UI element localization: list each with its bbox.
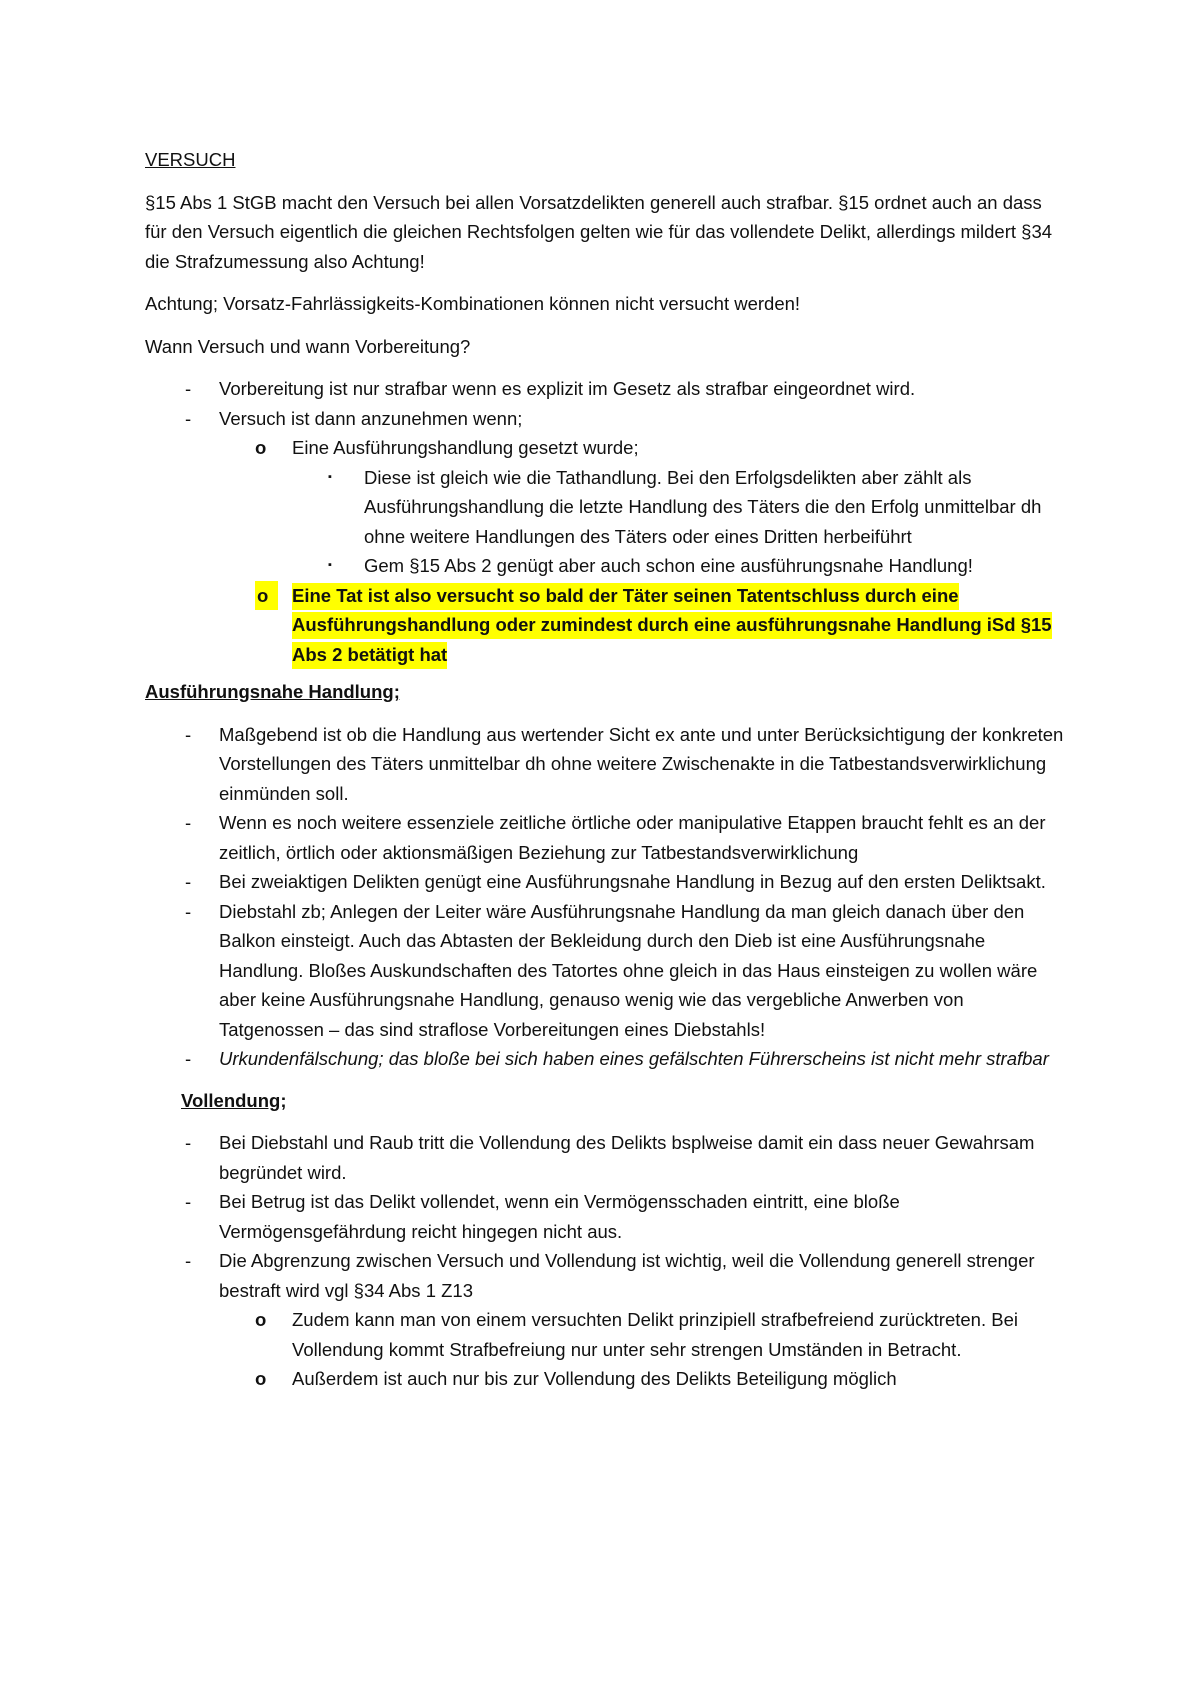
list-item-text: Bei Betrug ist das Delikt vollendet, wenn ein Vermögensschaden eintritt, eine bloße Vermögensgefährdung reicht hingegen nicht aus. xyxy=(219,1191,900,1242)
list-item-text: Maßgebend ist ob die Handlung aus wertender Sicht ex ante und unter Berücksichtigung der konkreten Vorstellungen des Täters unmittelbar dh ohne weitere Zwischenakte in die Tatbestandsverwirklichung einmünden soll. xyxy=(219,723,1064,804)
dash-bullet: - xyxy=(185,812,192,833)
list-item xyxy=(145,1187,1065,1246)
dash-bullet: - xyxy=(185,1250,192,1271)
list-item xyxy=(145,720,1065,809)
document-body xyxy=(145,145,1065,1398)
section-heading-ausfuehrungsnahe: Ausführungsnahe Handlung; xyxy=(145,681,400,702)
list-item xyxy=(145,1246,1065,1305)
list-item xyxy=(145,374,1065,404)
list-item-text: Wenn es noch weitere essenziele zeitliche örtliche oder manipulative Etappen braucht fehlt es an der zeitlich, örtlich oder aktionsmäßigen Beziehung zur Tatbestandsverwirklichung xyxy=(219,812,1046,863)
question-paragraph: Wann Versuch und wann Vorbereitung? xyxy=(145,335,471,357)
list-item-text: Gem §15 Abs 2 genügt aber auch schon eine ausführungsnahe Handlung! xyxy=(364,555,973,576)
list-item-text: Zudem kann man von einem versuchten Delikt prinzipiell strafbefreiend zurücktreten. Bei Vollendung kommt Strafbefreiung nur unter sehr strengen Umständen in Betracht. xyxy=(292,1309,1018,1360)
list-item xyxy=(145,1128,1065,1187)
list-item xyxy=(145,1044,1065,1074)
preparation-attempt-list xyxy=(145,374,1065,669)
list-subitem xyxy=(145,1305,1065,1364)
square-bullet-icon: ▪ xyxy=(328,470,332,483)
list-item xyxy=(145,897,1065,1045)
highlighted-text: Eine Tat ist also versucht so bald der Täter seinen Tatentschluss durch eine Ausführungshandlung oder zumindest durch eine ausführungsnahe Handlung iSd §15 Abs 2 betätigt hat xyxy=(292,583,1052,669)
list-subsubitem xyxy=(145,463,1065,552)
vollendung-list xyxy=(145,1128,1065,1394)
warning-paragraph: Achtung; Vorsatz-Fahrlässigkeits-Kombinationen können nicht versucht werden! xyxy=(145,293,801,314)
list-item-text: Versuch ist dann anzunehmen wenn; xyxy=(219,407,523,429)
list-item-text: Diese ist gleich wie die Tathandlung. Bei den Erfolgsdelikten aber zählt als Ausführungshandlung die letzte Handlung des Täters die den Erfolg unmittelbar dh ohne weitere Handlungen des Täters oder eines Dritten herbeiführt xyxy=(364,466,1042,547)
dash-bullet: - xyxy=(185,1048,192,1069)
list-item-text: Die Abgrenzung zwischen Versuch und Vollendung ist wichtig, weil die Vollendung generell strenger bestraft wird vgl §34 Abs 1 Z13 xyxy=(219,1250,1035,1301)
list-item-text: Diebstahl zb; Anlegen der Leiter wäre Ausführungsnahe Handlung da man gleich danach über den Balkon einsteigt. Auch das Abtasten der Bekleidung durch den Dieb ist eine Ausführungsnahe Handlung. Bloßes Auskundschaften des Tatortes ohne gleich in das Haus einsteigen zu wollen wäre aber keine Ausführungsnahe Handlung, genauso wenig wie das vergebliche Anwerben von Tatgenossen – das sind straflose Vorbereitungen eines Diebstahls! xyxy=(219,900,1038,1040)
list-item-text: Vorbereitung ist nur strafbar wenn es explizit im Gesetz als strafbar eingeordnet wird. xyxy=(219,378,916,399)
list-subitem xyxy=(145,433,1065,463)
list-item xyxy=(145,404,1065,434)
section-heading-vollendung: Vollendung; xyxy=(181,1089,287,1111)
circle-bullet: o xyxy=(255,437,267,458)
dash-bullet: - xyxy=(185,900,192,922)
dash-bullet: - xyxy=(185,407,192,429)
list-item xyxy=(145,808,1065,867)
dash-bullet: - xyxy=(185,1132,192,1153)
list-item xyxy=(145,867,1065,897)
list-item-text: Außerdem ist auch nur bis zur Vollendung des Delikts Beteiligung möglich xyxy=(292,1368,897,1389)
circle-bullet: o xyxy=(255,581,278,611)
dash-bullet: - xyxy=(185,1191,192,1212)
dash-bullet: - xyxy=(185,723,192,745)
dash-bullet: - xyxy=(185,871,192,892)
list-subitem xyxy=(145,1364,1065,1394)
list-item-text: Bei zweiaktigen Delikten genügt eine Ausführungsnahe Handlung in Bezug auf den ersten Deliktsakt. xyxy=(219,871,1046,892)
ausfuehrungsnahe-list xyxy=(145,720,1065,1074)
list-subsubitem xyxy=(145,551,1065,581)
list-subitem-highlighted xyxy=(145,581,1065,670)
intro-paragraph: §15 Abs 1 StGB macht den Versuch bei allen Vorsatzdelikten generell auch strafbar. §15 ordnet auch an dass für den Versuch eigentlich die gleichen Rechtsfolgen gelten wie für das vollendete Delikt, allerdings mildert §34 die Strafzumessung also Achtung! xyxy=(145,191,1053,272)
circle-bullet: o xyxy=(255,1368,267,1389)
circle-bullet: o xyxy=(255,1309,267,1330)
list-item-text: Bei Diebstahl und Raub tritt die Vollendung des Delikts bsplweise damit ein dass neuer Gewahrsam begründet wird. xyxy=(219,1132,1035,1183)
list-item-text: Urkundenfälschung; das bloße bei sich haben eines gefälschten Führerscheins ist nicht mehr strafbar xyxy=(219,1048,1049,1069)
square-bullet-icon: ▪ xyxy=(328,559,332,571)
dash-bullet: - xyxy=(185,378,192,399)
list-item-text: Eine Ausführungshandlung gesetzt wurde; xyxy=(292,437,639,458)
document-title: VERSUCH xyxy=(145,149,236,170)
